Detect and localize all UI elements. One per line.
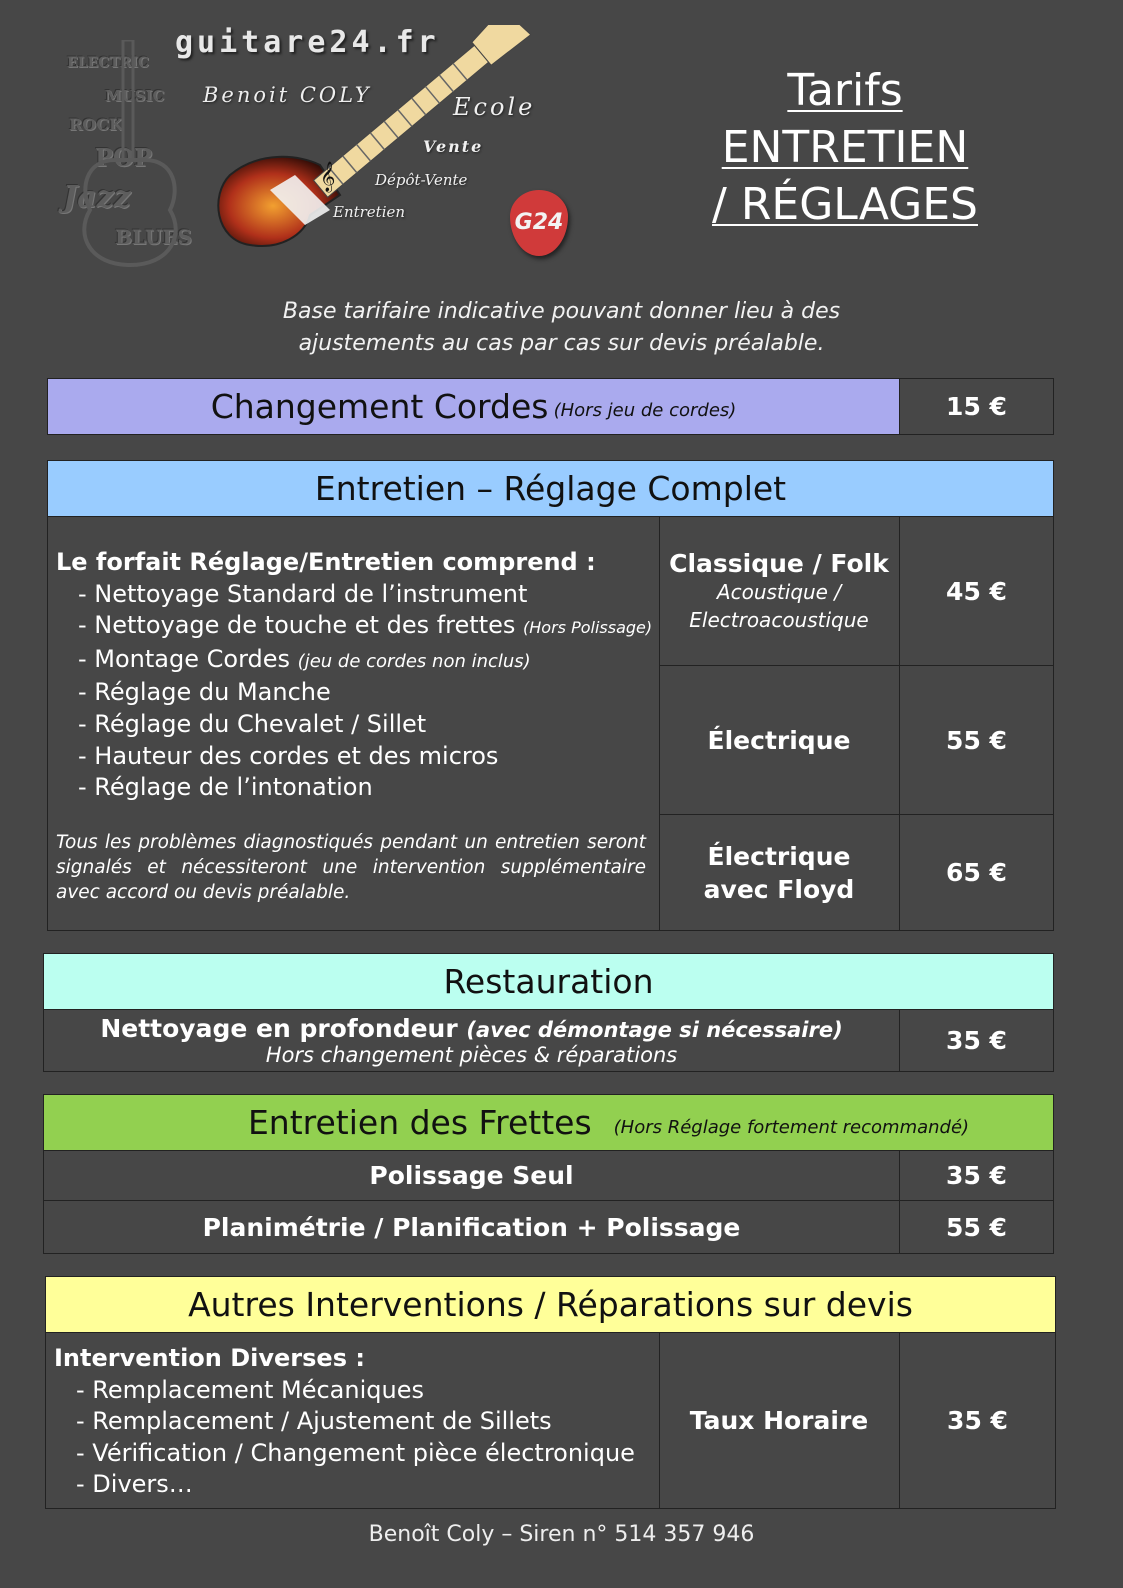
type-sub: Acoustique / Electroacoustique [689, 579, 869, 632]
list-item [56, 579, 656, 611]
restauration-header-text: Restauration [443, 962, 654, 1001]
type-label: Classique / Folk [669, 548, 889, 578]
title-line-3: / RÉGLAGES [712, 179, 978, 230]
list-item-text: - Réglage de l’intonation [78, 773, 373, 802]
reglage-type-electrique [659, 665, 900, 815]
page-title [655, 62, 1035, 233]
logo-menu-entretien: Entretien [333, 203, 406, 221]
list-item-note: (jeu de cordes non inclus) [297, 650, 531, 672]
logo [55, 25, 575, 275]
cordes-label: Changement Cordes [210, 387, 549, 426]
autres-rate-label [659, 1333, 900, 1508]
reglage-price-electrique: 55 € [899, 665, 1053, 815]
reglage-header-text: Entretien – Réglage Complet [314, 469, 787, 508]
rate-label-text: Taux Horaire [689, 1406, 869, 1435]
frettes-header [44, 1095, 1053, 1151]
restauration-price: 35 € [946, 1026, 1007, 1055]
reglage-list [56, 547, 656, 804]
autres-list-title: Intervention Diverses : [54, 1344, 365, 1372]
reglage-list-title: Le forfait Réglage/Entretien comprend : [56, 548, 596, 576]
electric-guitar-icon [210, 25, 540, 275]
frettes-row-label: Polissage Seul [369, 1161, 574, 1190]
autres-list [54, 1343, 654, 1501]
footer-siren: Benoît Coly – Siren n° 514 357 946 [368, 1522, 755, 1547]
cordes-label-cell [48, 379, 900, 434]
autres-header [46, 1277, 1055, 1333]
list-item [56, 741, 656, 773]
autres-price: 35 € [947, 1406, 1008, 1435]
list-item-text: - Nettoyage de touche et des frettes [78, 611, 516, 640]
list-item: - Remplacement Mécaniques [76, 1375, 424, 1404]
restauration-header [44, 954, 1053, 1010]
reglage-type-floyd [659, 814, 900, 930]
type-label: Électrique avec Floyd [703, 841, 855, 904]
logo-genre-electric: ELECTRIC [67, 55, 150, 71]
list-item-text: - Nettoyage Standard de l’instrument [78, 579, 528, 608]
restauration-label-cell [44, 1010, 900, 1071]
cordes-price: 15 € [946, 392, 1007, 421]
cordes-table [47, 378, 1054, 435]
reglage-header [48, 461, 1053, 517]
frettes-row-polissage [44, 1151, 900, 1201]
autres-description [46, 1333, 660, 1508]
logo-menu-ecole: Ecole [453, 93, 536, 121]
intro-line-1: Base tarifaire indicative pouvant donner lieu à des [282, 299, 841, 324]
list-item [56, 644, 656, 678]
logo-genre-pop: POP [95, 143, 152, 172]
intro-line-2: ajustements au cas par cas sur devis préalable. [298, 331, 825, 356]
logo-genre-music: MUSIC [105, 87, 165, 105]
frettes-row-planimetrie [44, 1201, 900, 1253]
intro-text [150, 296, 973, 360]
guitar-silhouette-icon [75, 40, 185, 270]
title-line-1: Tarifs [787, 65, 903, 116]
logo-site-name: guitare24.fr [175, 25, 440, 60]
pick-text: G24 [514, 210, 564, 235]
restauration-label-note: (avec démontage si nécessaire) [466, 1018, 843, 1042]
restauration-sub: Hors changement pièces & réparations [265, 1043, 678, 1067]
logo-menu-vente: Vente [423, 137, 484, 156]
title-line-2: ENTRETIEN [721, 122, 969, 173]
frettes-row-label: Planimétrie / Planification + Polissage [202, 1212, 741, 1242]
list-item-text: - Réglage du Chevalet / Sillet [78, 709, 427, 738]
reglage-table [47, 460, 1054, 931]
list-item: - Remplacement / Ajustement de Sillets [76, 1407, 552, 1436]
list-item-text: - Montage Cordes [78, 644, 291, 673]
frettes-table [43, 1094, 1054, 1254]
list-item [56, 610, 656, 644]
logo-genre-jazz: Jazz [63, 180, 131, 215]
reglage-price-floyd: 65 € [899, 814, 1053, 930]
restauration-label: Nettoyage en profondeur [100, 1014, 458, 1043]
reglage-type-classique [659, 517, 900, 666]
list-item-text: - Hauteur des cordes et des micros [78, 741, 499, 770]
frettes-price-planimetrie: 55 € [946, 1212, 1007, 1242]
svg-text:𝄞: 𝄞 [320, 162, 336, 192]
logo-genre-rock: ROCK [69, 115, 123, 134]
list-item [56, 677, 656, 709]
frettes-header-text: Entretien des Frettes [247, 1103, 592, 1142]
list-item-note: (Hors Polissage) [523, 618, 653, 638]
list-item: - Vérification / Changement pièce électronique [76, 1438, 635, 1467]
cordes-note: (Hors jeu de cordes) [553, 400, 737, 421]
type-label: Électrique [707, 725, 851, 755]
reglage-description [48, 517, 660, 930]
reglage-price-classique: 45 € [899, 517, 1053, 666]
list-item [56, 709, 656, 741]
logo-menu-depot-vente: Dépôt-Vente [375, 171, 468, 189]
list-item [56, 772, 656, 804]
logo-owner-name: Benoit COLY [203, 83, 372, 107]
list-item: - Divers… [76, 1470, 193, 1499]
logo-genre-blues: BLUES [115, 225, 193, 249]
reglage-footnote: Tous les problèmes diagnostiqués pendant un entretien seront signalés et nécessiteront une intervention supplémentaire avec accord ou devis préalable. [56, 832, 646, 903]
restauration-table [43, 953, 1054, 1072]
autres-table [45, 1276, 1056, 1509]
frettes-price-polissage: 35 € [900, 1151, 1053, 1201]
frettes-header-note: (Hors Réglage fortement recommandé) [613, 1117, 970, 1138]
autres-header-text: Autres Interventions / Réparations sur devis [188, 1285, 913, 1324]
list-item-text: - Réglage du Manche [78, 678, 331, 707]
